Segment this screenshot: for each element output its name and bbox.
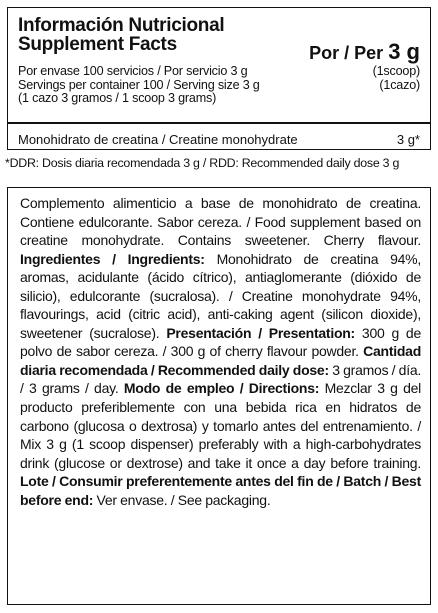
product-description-panel xyxy=(7,187,431,605)
batch-text: Ver envase. / See packaging. xyxy=(96,491,271,508)
supplement-facts-panel xyxy=(7,7,431,150)
ingredient-row xyxy=(18,132,420,147)
ingredients-label: Ingredientes / Ingredients: xyxy=(20,250,205,267)
serving-line-english xyxy=(18,79,420,93)
per-serving-label xyxy=(309,39,420,64)
directions-text: Mezclar 3 g del producto preferiblemente con una bebida rica en hidratos de carbono (glucosa o dextrosa) y tomarlo antes del entrenamiento. / Mix 3 g (1 scoop dispenser) preferably with a high-carbohydrates drink (glucose or dextrose) and take it once a day before training. xyxy=(20,380,422,471)
servings-spanish-text: Por envase 100 servicios / Por servicio 3 g xyxy=(18,64,248,78)
serving-line-spanish xyxy=(18,65,420,79)
per-label-text: Por / Per xyxy=(309,43,384,63)
servings-scoop-text: (1 cazo 3 gramos / 1 scoop 3 grams) xyxy=(18,91,217,105)
ingredient-name: Monohidrato de creatina / Creatine monohydrate xyxy=(18,132,298,147)
description-intro: Complemento alimenticio a base de monohidrato de creatina. Contiene edulcorante. Sabor cereza. / Food supplement based on creatine monohydrate. Contains sweetener. Cherry flavour. xyxy=(20,195,421,249)
presentation-text: 300 g de polvo de sabor cereza. / 300 g of cherry flavour powder. xyxy=(20,324,421,360)
daily-dose-footnote: *DDR: Dosis diaria recomendada 3 g / RDD: Recommended daily dose 3 g xyxy=(5,156,400,170)
serving-line-scoop xyxy=(18,92,420,106)
description-text xyxy=(20,194,421,509)
facts-divider xyxy=(8,122,430,124)
per-serving-amount: 3 g xyxy=(388,39,420,64)
servings-english-text: Servings per container 100 / Serving size 3 g xyxy=(18,77,260,92)
title-spanish: Información Nutricional xyxy=(18,15,225,36)
ingredient-amount: 3 g* xyxy=(396,132,420,147)
servings-english-scoop: (1cazo) xyxy=(379,77,420,92)
daily-dose-label: Cantidad diaria recomendada / Recommended daily dose: xyxy=(20,343,422,378)
serving-info xyxy=(18,65,420,106)
presentation-label: Presentación / Presentation: xyxy=(166,324,355,341)
daily-dose-text: 3 gramos / día. / 3 grams / day. xyxy=(20,361,422,397)
facts-title-block xyxy=(18,15,422,64)
title-english: Supplement Facts xyxy=(18,34,177,55)
servings-spanish-scoop: (1scoop) xyxy=(372,64,420,78)
ingredients-text: Monohidrato de creatina 94%, aromas, acidulante (ácido cítrico), antiaglomerante (dióxido de silicio), edulcorante (sucralosa). / Creatine monohydrate 94%, flavourings, acid (citric acid), anti-caking agent (silicon dioxide), sweetener (sucralose). xyxy=(20,250,422,341)
batch-label: Lote / Consumir preferentemente antes del fin de / Batch / Best before end: xyxy=(20,473,421,508)
directions-label: Modo de empleo / Directions: xyxy=(123,380,320,397)
